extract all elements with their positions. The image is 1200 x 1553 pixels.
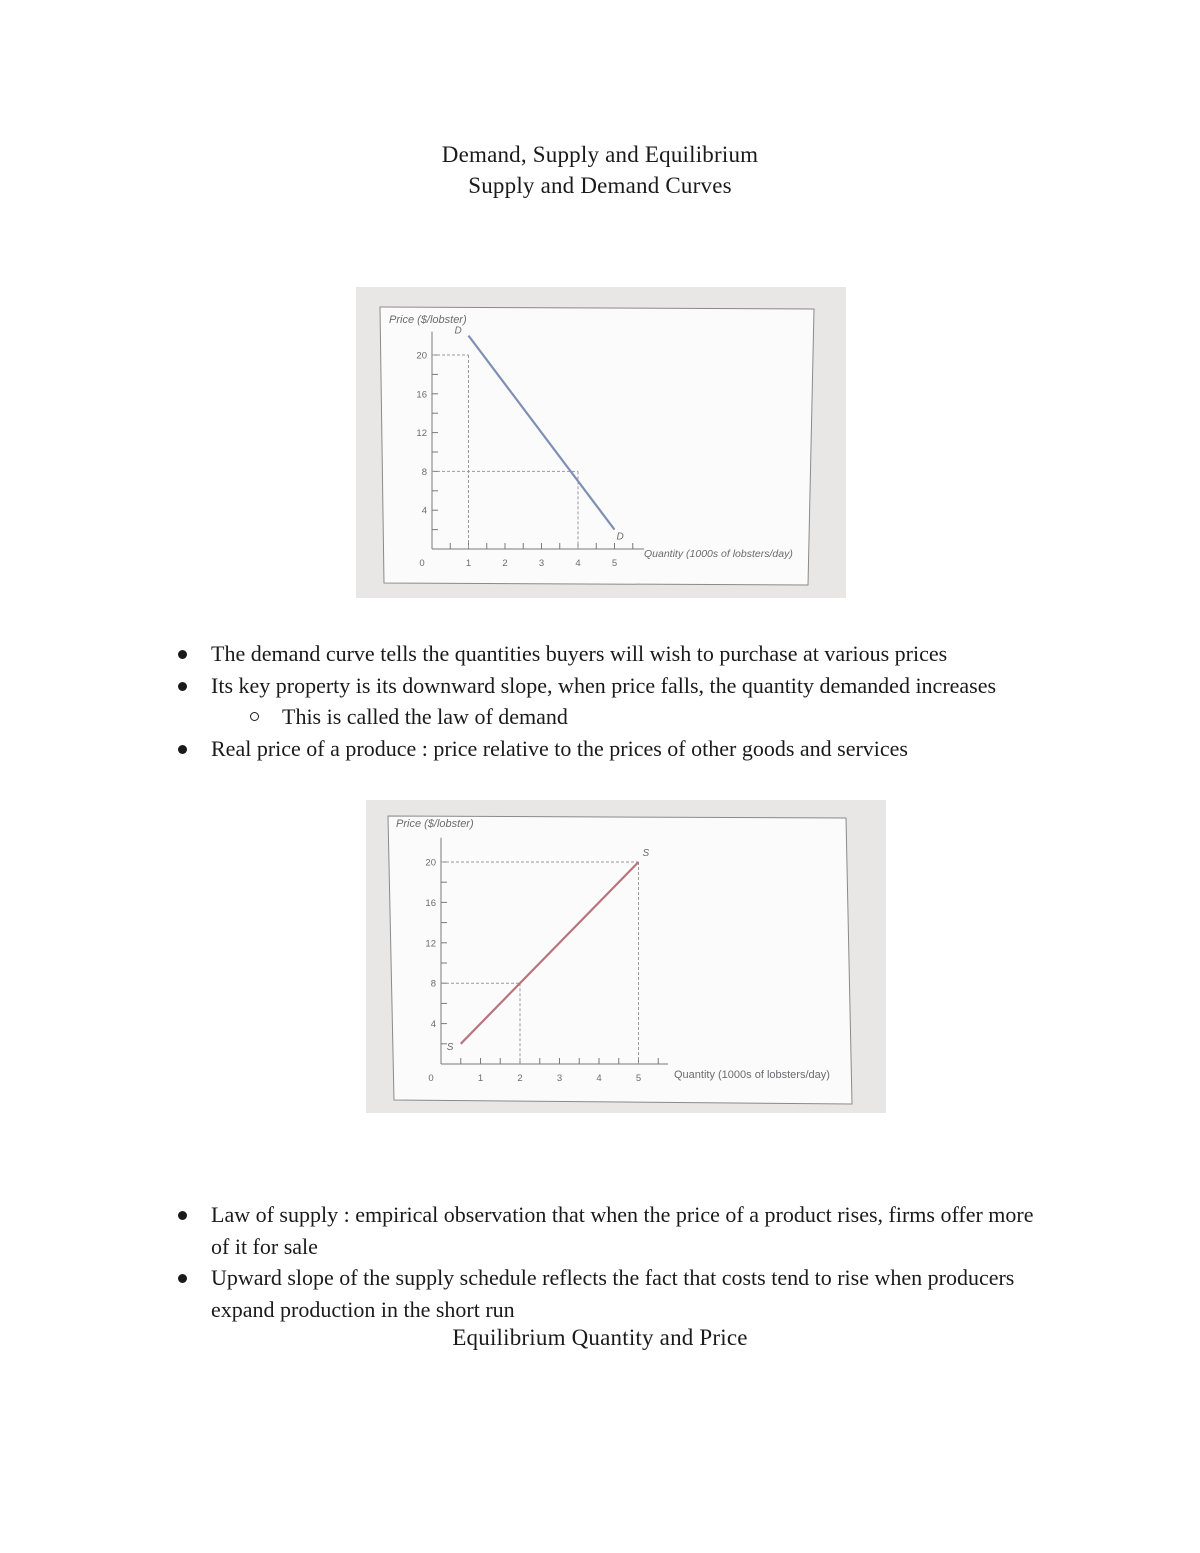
x-tick-label: 5 <box>611 558 618 569</box>
supply-curve-figure <box>366 800 886 1113</box>
x-tick-label: 5 <box>635 1073 642 1084</box>
curve-end-label: S <box>642 848 650 859</box>
supply-bullet-list <box>0 1199 1051 1325</box>
document-subtitle: Supply and Demand Curves <box>468 173 732 198</box>
x-tick-label: 1 <box>477 1073 484 1084</box>
x-axis-label: Quantity (1000s of lobsters/day) <box>644 548 793 560</box>
curve-end-label: S <box>446 1041 454 1053</box>
y-tick-label: 4 <box>430 1019 436 1031</box>
bullet-text: Law of supply : empirical observation that when the price of a product rises, firms offer more of it for sale <box>211 1202 1034 1259</box>
list-item <box>0 733 1051 765</box>
x-tick-label: 0 <box>428 1073 434 1084</box>
y-tick-label: 4 <box>421 505 427 517</box>
bullet-text: This is called the law of demand <box>282 704 568 729</box>
x-tick-label: 3 <box>556 1073 563 1084</box>
bullet-text: Real price of a produce : price relative to the prices of other goods and services <box>211 735 908 761</box>
x-axis-label: Quantity (1000s of lobsters/day) <box>674 1069 830 1081</box>
y-axis-label: Price ($/lobster) <box>389 314 467 326</box>
y-tick-label: 20 <box>416 350 427 362</box>
figure-paper <box>388 816 852 1104</box>
document-title: Demand, Supply and Equilibrium <box>441 142 759 167</box>
y-tick-label: 16 <box>425 897 436 909</box>
x-tick-label: 2 <box>502 558 508 569</box>
x-tick-label: 4 <box>575 558 581 569</box>
bullet-text: Upward slope of the supply schedule reflects the fact that costs tend to rise when producers expand production in the short run <box>211 1265 1015 1322</box>
curve-end-label: D <box>616 531 624 543</box>
bullet-text: The demand curve tells the quantities buyers will wish to purchase at various prices <box>211 641 948 666</box>
x-tick-label: 3 <box>538 558 545 569</box>
bullet-icon <box>178 1211 187 1220</box>
y-tick-label: 8 <box>430 978 436 990</box>
list-item <box>0 638 1051 670</box>
x-tick-label: 0 <box>419 558 425 569</box>
figure-paper <box>380 307 814 585</box>
demand-bullet-list <box>0 638 1122 764</box>
x-tick-label: 4 <box>596 1073 602 1084</box>
y-tick-label: 16 <box>416 389 427 401</box>
y-axis-label: Price ($/lobster) <box>396 818 474 830</box>
hollow-bullet-icon <box>250 712 259 721</box>
bullet-icon <box>178 1274 187 1283</box>
section-heading: Equilibrium Quantity and Price <box>452 1325 748 1350</box>
y-tick-label: 12 <box>416 428 427 440</box>
bullet-icon <box>178 682 187 691</box>
bullet-text: Its key property is its downward slope, when price falls, the quantity demanded increases <box>211 672 997 698</box>
y-tick-label: 12 <box>425 938 436 950</box>
y-tick-label: 8 <box>421 466 427 478</box>
curve-end-label: D <box>454 325 462 337</box>
demand-curve-figure <box>356 287 846 598</box>
bullet-icon <box>178 650 187 659</box>
y-tick-label: 20 <box>425 857 436 869</box>
list-item <box>0 1199 1051 1262</box>
list-item <box>0 670 1051 702</box>
x-tick-label: 1 <box>465 558 472 569</box>
x-tick-label: 2 <box>517 1073 523 1084</box>
list-item-nested <box>0 701 1122 733</box>
list-item <box>0 1262 1051 1325</box>
bullet-icon <box>178 745 187 754</box>
